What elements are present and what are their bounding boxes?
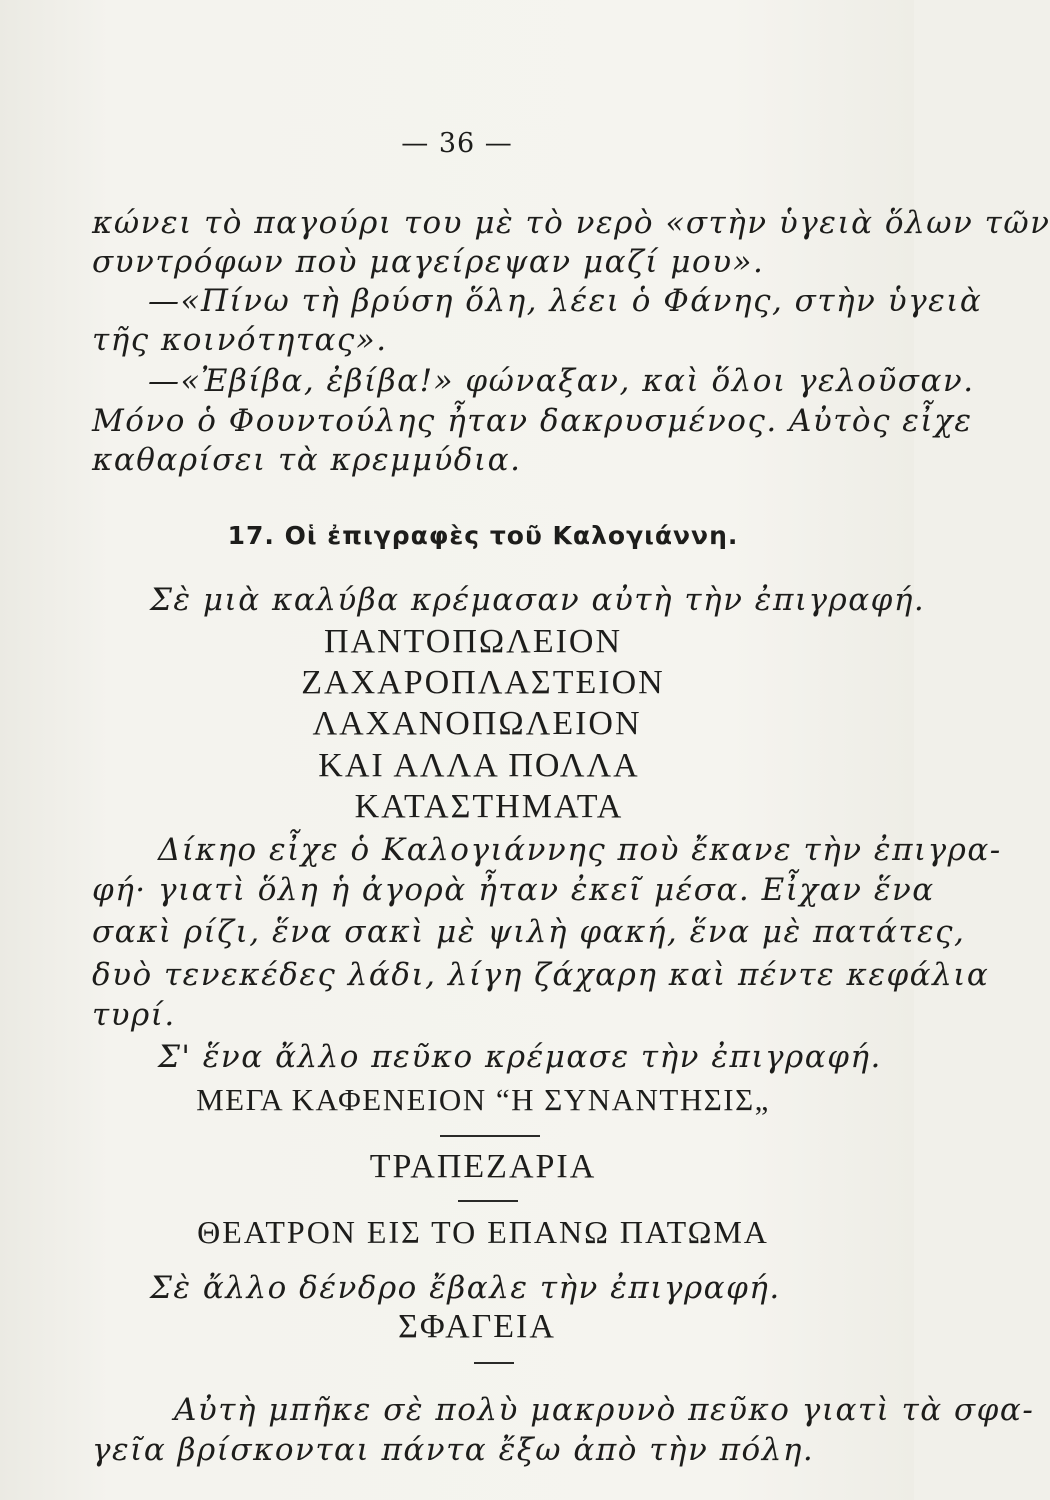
sign-line: ΤΡΑΠΕΖΑΡΙΑ — [369, 1148, 597, 1185]
paragraph2-line: δυὸ τενεκέδες λάδι, λίγη ζάχαρη καὶ πέντε κεφάλια — [92, 957, 990, 993]
sign-line: ΛΑΧΑΝΟΠΩΛΕΙΟΝ — [312, 705, 642, 742]
sign-line: ΠΑΝΤΟΠΩΛΕΙΟΝ — [323, 623, 623, 660]
intro-line: Σὲ ἄλλο δένδρο ἔβαλε τὴν ἐπιγραφή. — [150, 1270, 781, 1306]
paragraph1-line: καθαρίσει τὰ κρεμμύδια. — [92, 442, 522, 478]
sign-line: ΘΕΑΤΡΟΝ ΕΙΣ ΤΟ ΕΠΑΝΩ ΠΑΤΩΜΑ — [197, 1214, 769, 1250]
paragraph1-line: —«Ἐβίβα, ἐβίβα!» φώναξαν, καὶ ὅλοι γελοῦσαν. — [148, 363, 975, 399]
paragraph2-line: φή· γιατὶ ὅλη ἡ ἀγορὰ ἦταν ἐκεῖ μέσα. Εἶχαν ἕνα — [92, 872, 935, 908]
divider-rule — [440, 1135, 540, 1137]
intro-line: Σὲ μιὰ καλύβα κρέμασαν αὐτὴ τὴν ἐπιγραφή. — [150, 582, 926, 618]
page-body — [92, 0, 1050, 1500]
paragraph3-line: Αὐτὴ μπῆκε σὲ πολὺ μακρυνὸ πεῦκο γιατὶ τὰ σφα- — [174, 1392, 1035, 1428]
paragraph3-line: γεῖα βρίσκονται πάντα ἔξω ἀπὸ τὴν πόλη. — [92, 1432, 815, 1468]
paragraph2-line: τυρί. — [92, 997, 176, 1033]
sign-line: ΚΑΙ ΑΛΛΑ ΠΟΛΛΑ — [318, 747, 640, 784]
paragraph1-line: Μόνο ὁ Φουντούλης ἦταν δακρυσμένος. Αὐτὸς εἶχε — [92, 403, 973, 439]
paragraph1-line: συντρόφων ποὺ μαγείρεψαν μαζί μου». — [92, 244, 765, 280]
sign-line: ΜΕΓΑ ΚΑΦΕΝΕΙΟΝ “Η ΣΥΝΑΝΤΗΣΙΣ„ — [196, 1082, 770, 1117]
divider-rule — [474, 1362, 514, 1364]
sign-line: ΚΑΤΑΣΤΗΜΑΤΑ — [354, 788, 624, 825]
paragraph2-line: Δίκηο εἶχε ὁ Καλογιάννης ποὺ ἔκανε τὴν ἐπιγρα- — [158, 832, 1002, 868]
divider-rule — [458, 1200, 518, 1202]
section-heading: 17. Οἱ ἐπιγραφὲς τοῦ Καλογιάννη. — [227, 521, 739, 550]
sign-line: ΣΦΑΓΕΙΑ — [398, 1308, 556, 1345]
sign-line: ΖΑΧΑΡΟΠΛΑΣΤΕΙΟΝ — [301, 664, 665, 701]
paragraph1-line: τῆς κοινότητας». — [92, 322, 388, 358]
paragraph1-line: κώνει τὸ παγούρι του μὲ τὸ νερὸ «στὴν ὑγειὰ ὅλων τῶν — [92, 205, 1050, 241]
intro-line: Σ' ἕνα ἄλλο πεῦκο κρέμασε τὴν ἐπιγραφή. — [158, 1039, 882, 1075]
paragraph2-line: σακὶ ρίζι, ἕνα σακὶ μὲ ψιλὴ φακή, ἕνα μὲ πατάτες, — [92, 914, 966, 950]
page-number: — 36 — — [401, 128, 513, 159]
paragraph1-line: —«Πίνω τὴ βρύση ὅλη, λέει ὁ Φάνης, στὴν ὑγειὰ — [148, 283, 983, 319]
